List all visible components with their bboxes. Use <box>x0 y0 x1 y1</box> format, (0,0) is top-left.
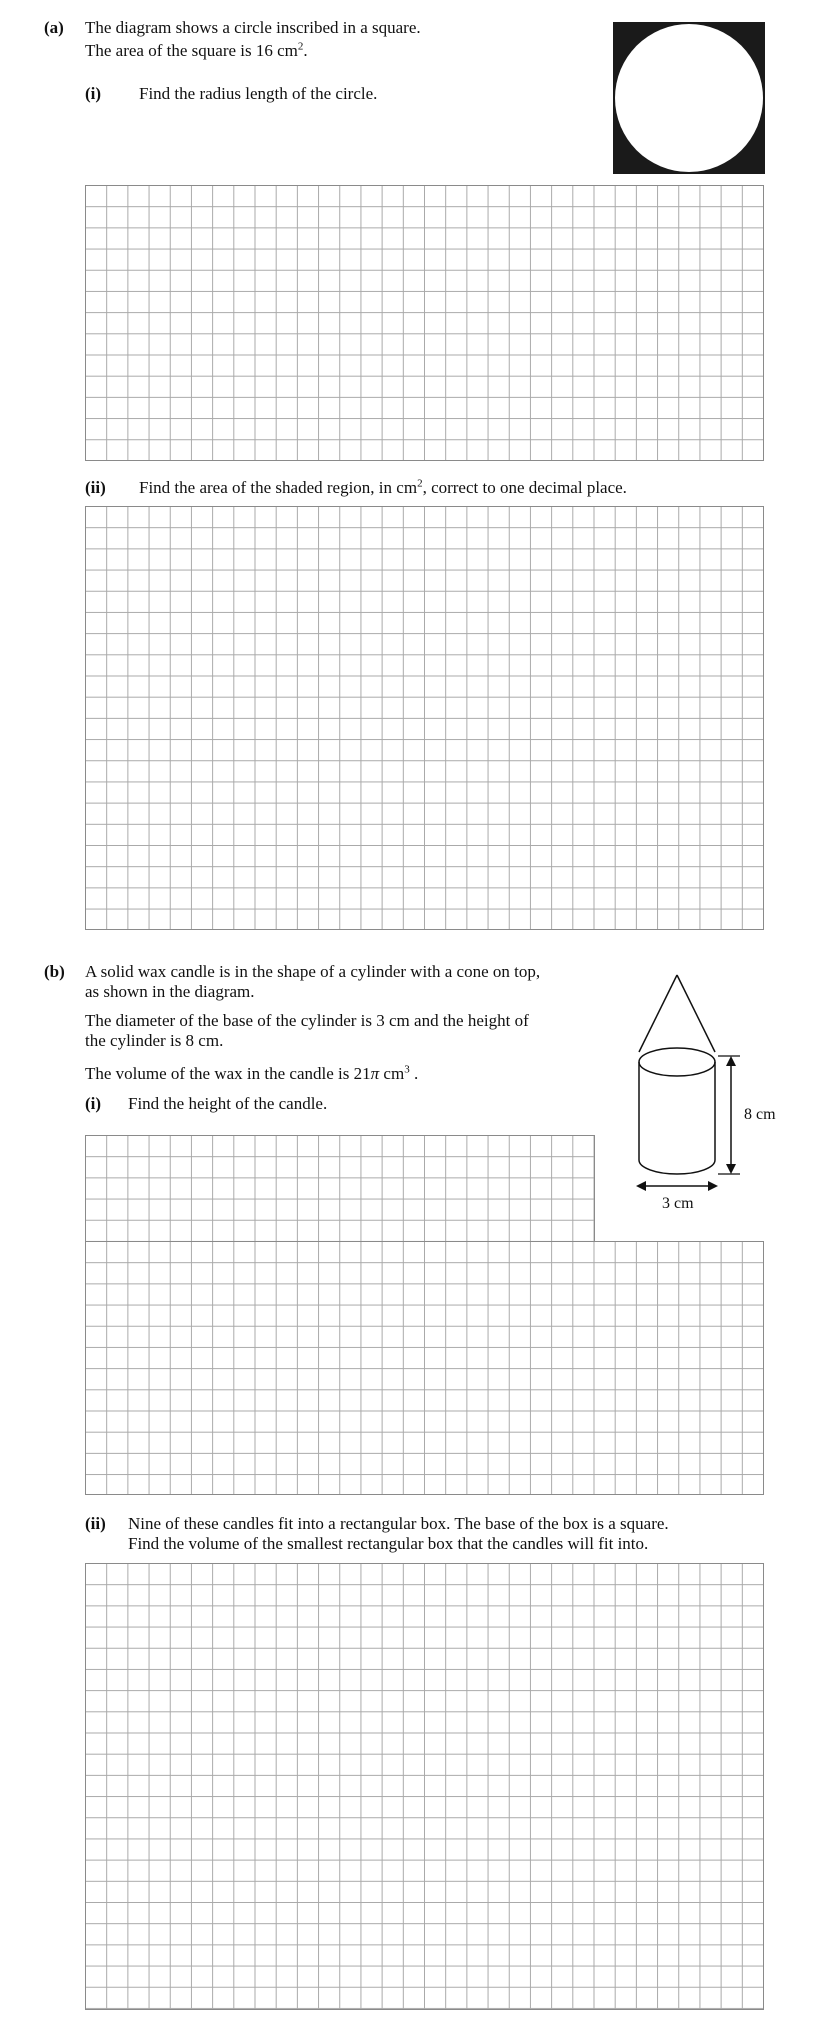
cylinder-top <box>639 1048 715 1076</box>
answer-grid-a-ii[interactable] <box>85 506 764 930</box>
cylinder-bottom-arc <box>639 1160 715 1174</box>
diameter-arrow-head-left <box>636 1181 646 1191</box>
height-label: 8 cm <box>744 1106 776 1123</box>
answer-grid-b-i-upper[interactable] <box>85 1135 595 1242</box>
part-b-line-3: The diameter of the base of the cylinder is 3 cm and the height of <box>85 1011 529 1030</box>
cone-right-edge <box>677 975 715 1052</box>
part-a-i-label: (i) <box>85 84 102 103</box>
part-a-line-2: The area of the square is 16 $cm^2$. <box>85 40 308 60</box>
answer-grid-b-i-lower[interactable] <box>85 1241 764 1495</box>
answer-grid-a-i[interactable] <box>85 185 764 461</box>
part-b-label: (b) <box>44 962 65 981</box>
part-b-line-4: the cylinder is 8 cm. <box>85 1031 224 1050</box>
part-b-ii-label: (ii) <box>85 1514 106 1533</box>
part-b-line-2: as shown in the diagram. <box>85 982 255 1001</box>
part-b-i-question: Find the height of the candle. <box>128 1094 328 1113</box>
inscribed-circle <box>615 24 763 172</box>
part-a-i-question: Find the radius length of the circle. <box>139 84 378 103</box>
part-b-i-label: (i) <box>85 1094 102 1113</box>
part-a-label: (a) <box>44 18 64 37</box>
height-arrow-head-top <box>726 1056 736 1066</box>
part-b-ii-line-1: Nine of these candles fit into a rectangular box. The base of the box is a square. <box>128 1514 669 1533</box>
cone-left-edge <box>639 975 677 1052</box>
part-b-line-1: A solid wax candle is in the shape of a cylinder with a cone on top, <box>85 962 541 981</box>
diameter-label: 3 cm <box>662 1195 694 1212</box>
height-arrow-head-bottom <box>726 1164 736 1174</box>
part-b-ii-line-2: Find the volume of the smallest rectangular box that the candles will fit into. <box>128 1534 649 1553</box>
answer-grid-b-ii[interactable] <box>85 1563 764 2010</box>
part-a-ii-label: (ii) <box>85 478 106 497</box>
diameter-arrow-head-right <box>708 1181 718 1191</box>
part-b-line-5: The volume of the wax in the candle is 21π $cm^3$ . <box>85 1063 419 1083</box>
candle-diagram <box>630 975 780 1230</box>
circle-in-square-diagram <box>613 22 765 174</box>
part-a-line-1: The diagram shows a circle inscribed in a square. <box>85 18 421 37</box>
part-a-ii-question: Find the area of the shaded region, in $cm^2$, correct to one decimal place. <box>139 477 627 497</box>
